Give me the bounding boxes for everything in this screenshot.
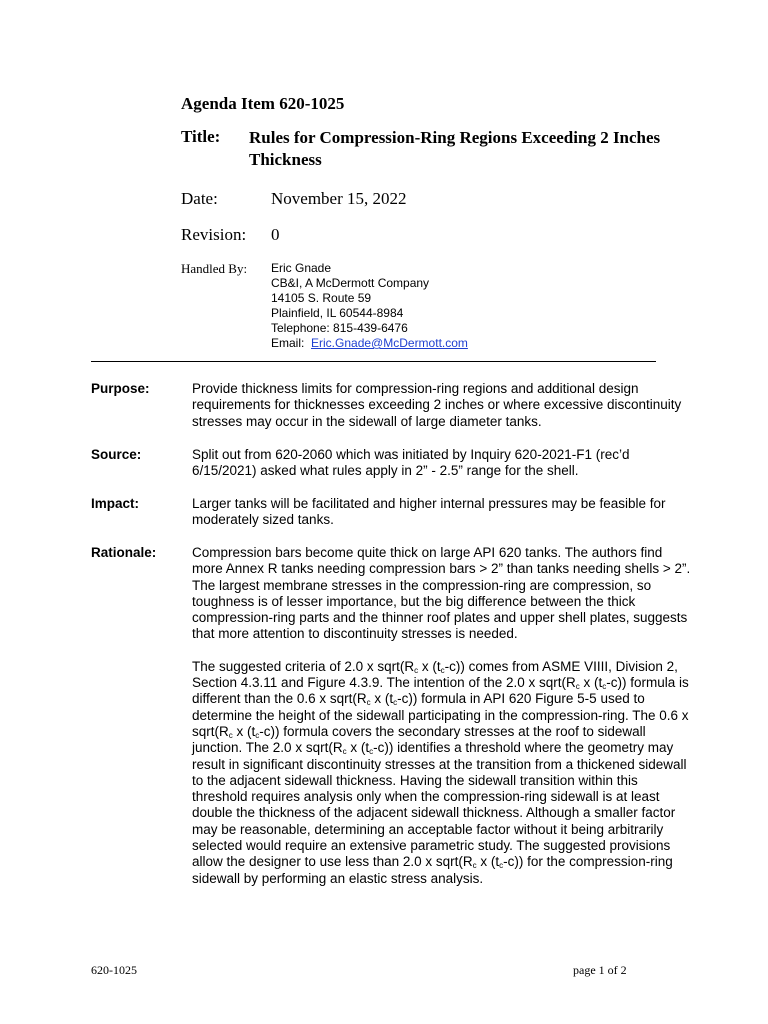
revision-value: 0 bbox=[271, 225, 280, 244]
date-label: Date: bbox=[181, 189, 218, 208]
contact-company: CB&I, A McDermott Company bbox=[271, 276, 430, 290]
contact-block bbox=[271, 261, 468, 351]
contact-email-row bbox=[271, 336, 468, 351]
agenda-item-heading: Agenda Item 620-1025 bbox=[181, 94, 345, 113]
contact-city: Plainfield, IL 60544-8984 bbox=[271, 306, 404, 320]
header-divider bbox=[91, 361, 656, 362]
source-text: Split out from 620-2060 which was initiated by Inquiry 620-2021-F1 (rec’d 6/15/2021) asked what rules apply in 2” - 2.5” range for the shell. bbox=[192, 447, 630, 479]
revision-label: Revision: bbox=[181, 225, 247, 244]
contact-street: 14105 S. Route 59 bbox=[271, 291, 372, 305]
contact-telephone: Telephone: 815-439-6476 bbox=[271, 321, 408, 335]
email-label: Email: bbox=[271, 336, 305, 350]
rationale-paragraph-2: The suggested criteria of 2.0 x $sqrt(R_c$ x $(t_c-c)$) comes from ASME VIIII, Division 2, Section 4.3.11 and Figure 4.3.9. The intention of the 2.0 x $sqrt(R_c$ x $(t_c-c)$) formula is different than the 0.6 x $sqrt(R_c$ x $(t_c-c)$) formula in API 620 Figure 5-5 used to determine the height of the sidewall participating in the compression-ring. The 0.6 x $sqrt(R_c$ x $(t_c-c)$) formula covers the secondary stresses at the roof to sidewall junction. The 2.0 x $sqrt(R_c$ x $(t_c-c)$) identifies a threshold where the geometry may result in significant discontinuity stresses at the transition from a thickened sidewall to the adjacent sidewall thickness. Having the sidewall transition within this threshold requires analysis only when the compression-ring sidewall is at least double the thickness of the adjacent sidewall thickness. Although a smaller factor may be reasonable, determining an acceptable factor without it being arbitrarily selected would require an extensive parametric study. The suggested provisions allow the designer to use less than 2.0 x $sqrt(R_c$ x $(t_c-c)$) for the compression-ring sidewall by performing an elastic stress analysis. bbox=[192, 658, 689, 886]
document-title: Rules for Compression-Ring Regions Exceeding 2 Inches Thickness bbox=[249, 128, 661, 169]
handled-by-label: Handled By: bbox=[181, 261, 248, 276]
contact-name: Eric Gnade bbox=[271, 261, 332, 275]
footer-doc-number: 620-1025 bbox=[91, 963, 137, 977]
email-link[interactable]: Eric.Gnade@McDermott.com bbox=[311, 336, 468, 350]
date-value: November 15, 2022 bbox=[271, 189, 407, 208]
impact-text: Larger tanks will be facilitated and higher internal pressures may be feasible for moderately sized tanks. bbox=[192, 496, 666, 528]
footer-page-number: page 1 of 2 bbox=[573, 963, 627, 977]
source-label: Source: bbox=[91, 447, 142, 462]
title-label: Title: bbox=[181, 127, 221, 146]
rationale-label: Rationale: bbox=[91, 545, 157, 560]
purpose-text: Provide thickness limits for compression-ring regions and additional design requirements for thicknesses exceeding 2 inches or where excessive discontinuity stresses may occur in the sidewall of large diameter tanks. bbox=[192, 381, 682, 429]
rationale-body bbox=[192, 545, 692, 903]
rationale-paragraph-1: Compression bars become quite thick on large API 620 tanks. The authors find more Annex R tanks needing compression bars > 2” than tanks needing shells > 2”. The largest membrane stresses in the compression-ring are compression, so toughness is of lesser importance, but the big difference between the thick compression-ring parts and the thinner roof plates and upper shell plates, suggests that more attention to discontinuity stresses is needed. bbox=[192, 545, 691, 642]
impact-label: Impact: bbox=[91, 496, 140, 511]
purpose-label: Purpose: bbox=[91, 381, 150, 396]
